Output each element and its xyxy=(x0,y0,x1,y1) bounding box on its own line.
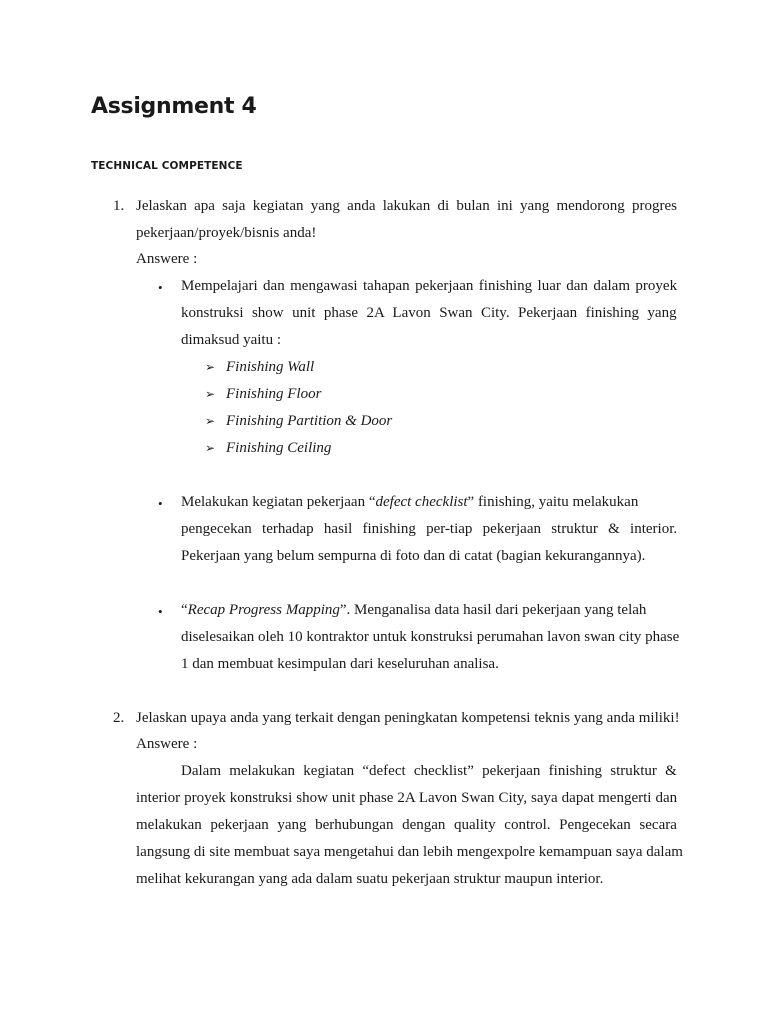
answer-2-line-1: Dalam melakukan kegiatan “defect checklist” pekerjaan finishing struktur & xyxy=(181,763,677,779)
bullet-2-text-pre: Melakukan kegiatan pekerjaan “ xyxy=(181,494,376,510)
bullet-2-line-2: pengecekan terhadap hasil finishing per-tiap pekerjaan struktur & interior. xyxy=(181,521,678,537)
arrow-bullet-icon: ➢ xyxy=(205,414,216,428)
answer-2-line-4: langsung di site membuat saya mengetahui dan lebih mengexpolre kemampuan saya dalam xyxy=(136,844,683,860)
subitem-finishing-ceiling: Finishing Ceiling xyxy=(226,440,332,456)
bullet-3-marker: • xyxy=(158,604,163,619)
answer-2-line-5: melihat kekurangan yang ada dalam suatu pekerjaan struktur maupun interior. xyxy=(136,871,604,887)
bullet-2-text-post: ” finishing, yaitu melakukan xyxy=(467,494,639,510)
arrow-bullet-icon: ➢ xyxy=(205,387,216,401)
bullet-3-line-2: diselesaikan oleh 10 kontraktor untuk konstruksi perumahan lavon swan city phase xyxy=(181,629,680,645)
bullet-2-line-3: Pekerjaan yang belum sempurna di foto dan di catat (bagian kekurangannya). xyxy=(181,548,646,564)
question-1-answer-label: Answere : xyxy=(136,251,198,267)
arrow-bullet-icon: ➢ xyxy=(205,441,216,455)
subitem-finishing-floor: Finishing Floor xyxy=(226,386,322,402)
bullet-1-line-2: konstruksi show unit phase 2A Lavon Swan City. Pekerjaan finishing yang xyxy=(181,305,677,321)
arrow-bullet-icon: ➢ xyxy=(205,360,216,374)
bullet-3-text-pre: “ xyxy=(181,602,188,618)
bullet-1-line-3: dimaksud yaitu : xyxy=(181,332,281,348)
recap-progress-mapping-term: Recap Progress Mapping xyxy=(187,602,340,618)
subitem-finishing-partition-door: Finishing Partition & Door xyxy=(226,413,393,429)
bullet-2-line-1-start xyxy=(181,494,638,511)
answer-2-line-2: interior proyek konstruksi show unit phase 2A Lavon Swan City, saya dapat mengerti dan xyxy=(136,790,678,806)
answer-2-line-3: melakukan pekerjaan yang berhubungan dengan quality control. Pengecekan secara xyxy=(136,817,677,833)
question-2-answer-label: Answere : xyxy=(136,736,198,752)
question-2-line-1: Jelaskan upaya anda yang terkait dengan peningkatan kompetensi teknis yang anda miliki! xyxy=(136,710,680,726)
bullet-2-marker: • xyxy=(158,496,163,511)
question-1-line-2: pekerjaan/proyek/bisnis anda! xyxy=(136,225,317,241)
section-heading: TECHNICAL COMPETENCE xyxy=(91,160,243,172)
bullet-1-marker: • xyxy=(158,280,163,295)
bullet-3-text-post: ”. Menganalisa data hasil dari pekerjaan yang telah xyxy=(339,602,647,618)
bullet-3-line-1 xyxy=(181,602,646,619)
question-1-number: 1. xyxy=(113,198,125,214)
subitem-finishing-wall: Finishing Wall xyxy=(226,359,315,375)
bullet-2-line-1 xyxy=(181,494,677,511)
question-1-line-1: Jelaskan apa saja kegiatan yang anda lakukan di bulan ini yang mendorong progres xyxy=(136,198,678,214)
question-2-number: 2. xyxy=(113,710,125,726)
page-title: Assignment 4 xyxy=(91,94,257,119)
bullet-1-line-1: Mempelajari dan mengawasi tahapan pekerjaan finishing luar dan dalam proyek xyxy=(181,278,678,294)
bullet-3-line-3: 1 dan membuat kesimpulan dari keseluruhan analisa. xyxy=(181,656,499,672)
defect-checklist-term: defect checklist xyxy=(375,494,468,510)
